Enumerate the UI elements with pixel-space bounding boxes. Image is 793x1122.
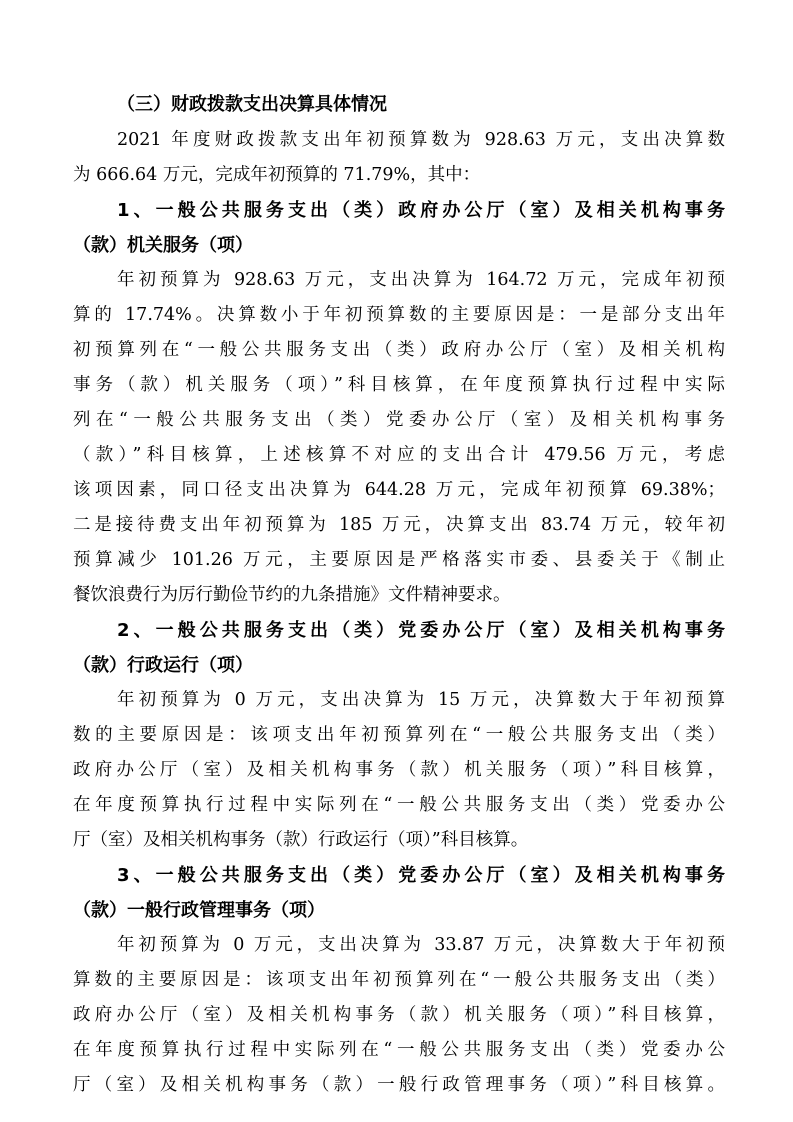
- item-2-body-line: 厅（室）及相关机构事务（款）行政运行（项）”科目核算。: [73, 830, 529, 850]
- item-1-body-line: 年初预算为 928.63 万元，支出决算为 164.72 万元，完成年初预: [117, 270, 725, 290]
- item-3-body-line: 算数的主要原因是：该项支出年初预算列在“一般公共服务支出（类）: [73, 970, 725, 990]
- item-2-body-line: 在年度预算执行过程中实际列在“一般公共服务支出（类）党委办公: [73, 795, 725, 815]
- item-3-heading: 3、一般公共服务支出（类）党委办公厅（室）及相关机构事务: [117, 865, 725, 886]
- item-3-heading: （款）一般行政管理事务（项）: [73, 900, 325, 921]
- item-3-body-line: 政府办公厅（室）及相关机构事务（款）机关服务（项）”科目核算，: [73, 1005, 725, 1025]
- item-1-body-line: 该项因素，同口径支出决算为 644.28 万元，完成年初预算 69.38%；: [73, 480, 725, 500]
- item-1-body-line: 餐饮浪费行为厉行勤俭节约的九条措施》文件精神要求。: [73, 585, 511, 605]
- item-2-heading: （款）行政运行（项）: [73, 655, 253, 676]
- section-title: （三）财政拨款支出决算具体情况: [117, 94, 387, 115]
- item-1-body-line: 列在“一般公共服务支出（类）党委办公厅（室）及相关机构事务: [73, 410, 725, 430]
- intro-line: 为 666.64 万元，完成年初预算的 71.79%，其中：: [73, 165, 481, 185]
- item-1-body-line: 二是接待费支出年初预算为 185 万元，决算支出 83.74 万元，较年初: [73, 515, 726, 535]
- item-1-body-line: （款）”科目核算，上述核算不对应的支出合计 479.56 万元，考虑: [73, 445, 725, 465]
- item-2-heading: 2、一般公共服务支出（类）党委办公厅（室）及相关机构事务: [117, 620, 725, 641]
- item-3-body-line: 年初预算为 0 万元，支出决算为 33.87 万元，决算数大于年初预: [117, 935, 725, 955]
- item-1-heading: （款）机关服务（项）: [73, 235, 253, 256]
- item-1-body-line: 事务（款）机关服务（项）”科目核算，在年度预算执行过程中实际: [73, 375, 725, 395]
- item-2-body-line: 数的主要原因是：该项支出年初预算列在“一般公共服务支出（类）: [73, 725, 725, 745]
- item-1-body-line: 算的 17.74%。决算数小于年初预算数的主要原因是：一是部分支出年: [73, 305, 725, 325]
- item-1-heading: 1、一般公共服务支出（类）政府办公厅（室）及相关机构事务: [117, 200, 725, 221]
- item-1-body-line: 预算减少 101.26 万元，主要原因是严格落实市委、县委关于《制止: [73, 550, 725, 570]
- item-2-body-line: 政府办公厅（室）及相关机构事务（款）机关服务（项）”科目核算，: [73, 760, 725, 780]
- item-1-body-line: 初预算列在“一般公共服务支出（类）政府办公厅（室）及相关机构: [73, 340, 725, 360]
- intro-line: 2021 年度财政拨款支出年初预算数为 928.63 万元，支出决算数: [117, 130, 725, 150]
- item-3-body-line: 厅（室）及相关机构事务（款）一般行政管理事务（项）”科目核算。: [73, 1075, 725, 1095]
- item-3-body-line: 在年度预算执行过程中实际列在“一般公共服务支出（类）党委办公: [73, 1040, 725, 1060]
- item-2-body-line: 年初预算为 0 万元，支出决算为 15 万元，决算数大于年初预算: [117, 690, 725, 710]
